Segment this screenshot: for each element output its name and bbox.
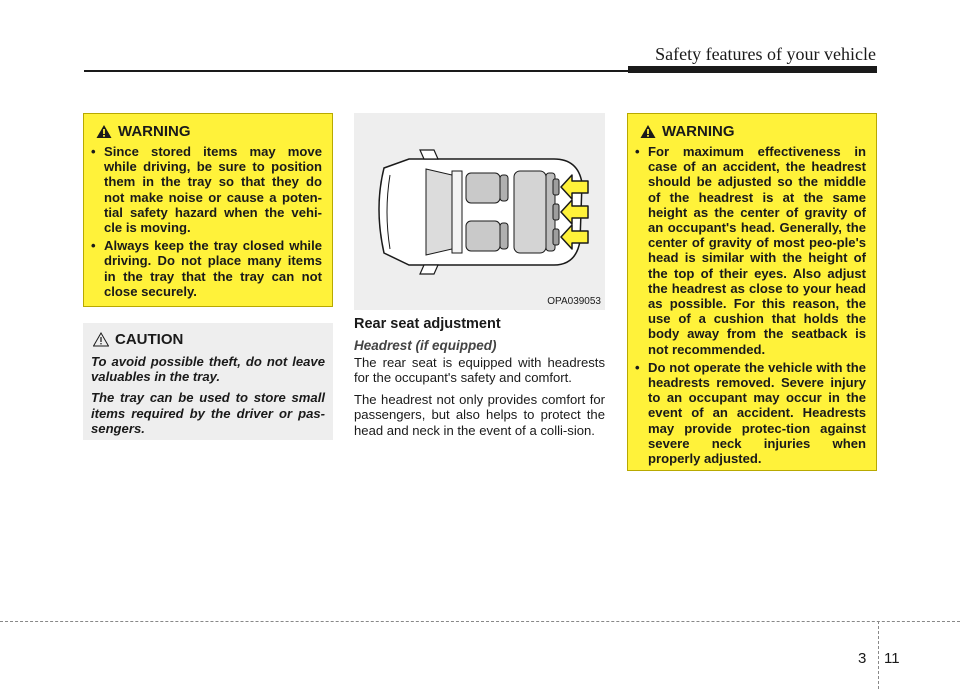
car-top-view-illustration (354, 113, 605, 310)
header-tab-bar (628, 66, 877, 73)
warning-triangle-icon (96, 124, 112, 139)
warning-list (90, 144, 322, 299)
caution-paragraph: The tray can be used to store small items required by the driver or pas-sengers. (91, 390, 325, 436)
warning-item: • Since stored items may move while driving, be sure to position them in the tray so that they do not make noise or cause a poten-tial safety hazard when the vehi-cle is moving. (90, 144, 322, 235)
warning-title-text: WARNING (662, 123, 735, 140)
footer-rule (0, 621, 960, 622)
page-header-title: Safety features of your vehicle (655, 44, 876, 64)
warning-box-headrest (627, 113, 877, 471)
warning-triangle-icon (640, 124, 656, 139)
car-headrest-figure (354, 113, 605, 310)
warning-box-tray (83, 113, 333, 307)
figure-code: OPA039053 (547, 296, 601, 307)
caution-title-text: CAUTION (115, 331, 184, 348)
page-number: 11 (884, 650, 900, 667)
caution-triangle-icon (93, 332, 109, 347)
caution-box-tray (83, 323, 333, 440)
warning-item: • For maximum effectiveness in case of an accident, the headrest should be adjusted so the middle of the headrest is at the same height as the center of gravity of an occupant's head. Generally, the center of gravity of most peo-ple's head is similar with the height of the top of their eyes. Also adjust the headrest as close to your head as possible. For this reason, the use of a cushion that holds the body away from the seatback is not recommended. (634, 144, 866, 357)
warning-item: • Do not operate the vehicle with the headrests removed. Severe injury to an occupant may occur in the event of an accident. Headrests may provide protec-tion against severe neck injuries when properly adjusted. (634, 360, 866, 466)
warning-item: • Always keep the tray closed while driving. Do not place many items in the tray that the tray can not close securely. (90, 238, 322, 299)
chapter-number: 3 (858, 650, 867, 667)
warning-title (640, 123, 866, 140)
section-subtitle: Headrest (if equipped) (354, 338, 497, 353)
body-paragraph: The headrest not only provides comfort for passengers, but also helps to protect the head and neck in the event of a colli-sion. (354, 391, 605, 438)
body-paragraph: The rear seat is equipped with headrests for the occupant's safety and comfort. (354, 355, 605, 386)
caution-paragraph: To avoid possible theft, do not leave valuables in the tray. (91, 354, 325, 385)
footer-separator (878, 621, 879, 689)
caution-title (93, 331, 325, 348)
rear-seat-section (354, 314, 605, 444)
warning-title (96, 123, 322, 140)
warning-list (634, 144, 866, 466)
section-title: Rear seat adjustment (354, 316, 501, 332)
warning-title-text: WARNING (118, 123, 191, 140)
